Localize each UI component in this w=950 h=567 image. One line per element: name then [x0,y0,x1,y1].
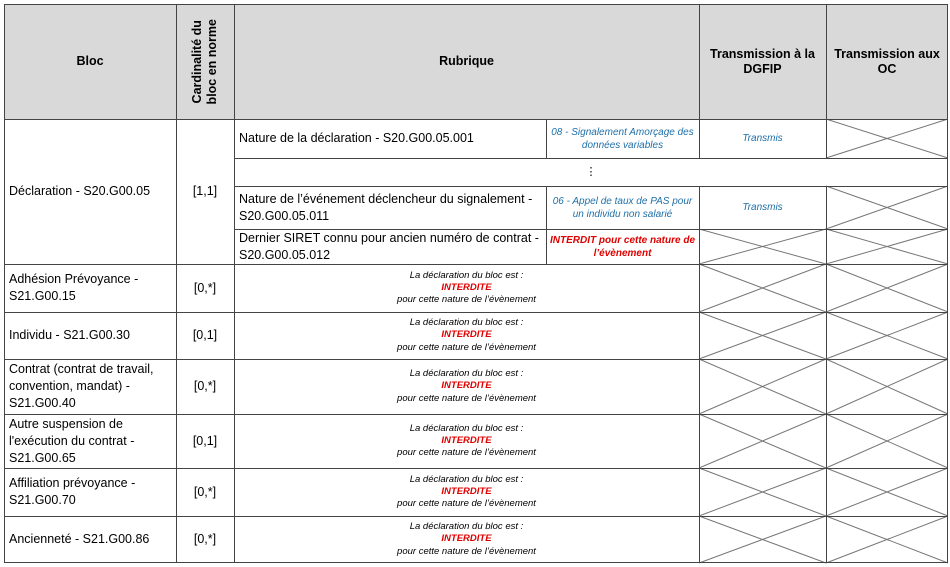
rubrique-nature-declaration [234,119,546,158]
dgfip-transmis [699,119,826,158]
bloc-affiliation-prevoyance [4,468,176,516]
cross-mark [699,312,948,359]
cross-mark [826,186,948,229]
interdit-contrat [234,359,699,414]
bloc-contrat [4,359,176,414]
note-appel-taux-pas [546,186,699,229]
cardinalite-individu [176,312,234,359]
interdit-line3: pour cette nature de l’évènement [397,341,536,353]
cross-mark [699,264,948,312]
bloc-declaration [4,119,176,264]
interdit-line3: pour cette nature de l’évènement [397,447,536,459]
interdit-individu [234,312,699,359]
header-transmission-dgfip-label: Transmission à la DGFIP [710,46,815,76]
header-cardinalite-line1: Cardinalité du [190,19,204,104]
note-label: INTERDIT pour cette nature de l’évènement [550,234,696,259]
rubrique-dernier-siret [234,229,546,264]
cross-mark [826,119,948,158]
interdit-line2: INTERDITE [441,485,492,497]
interdit-adhesion-prevoyance [234,264,699,312]
header-rubrique-label: Rubrique [439,54,494,68]
note-signalement-amorcage [546,119,699,158]
cross-mark [826,229,948,264]
cross-mark [699,359,948,414]
cross-mark [699,414,948,468]
cardinalite-value: [0,*] [193,379,217,393]
cardinalite-autre-suspension [176,414,234,468]
interdit-affiliation-prevoyance [234,468,699,516]
interdit-line1: La déclaration du bloc est : [409,473,524,485]
interdit-line1: La déclaration du bloc est : [409,269,524,281]
header-transmission-oc [826,4,948,119]
bloc-individu [4,312,176,359]
bloc-label: Adhésion Prévoyance - S21.G00.15 [9,272,139,303]
ellipsis-row [234,158,948,186]
header-cardinalite-label [190,19,220,104]
cardinalite-declaration-value: [1,1] [192,184,218,198]
cardinalite-value: [0,*] [193,280,217,295]
header-rubrique [234,4,699,119]
interdit-line2: INTERDITE [441,434,492,446]
header-transmission-oc-label: Transmission aux OC [834,46,940,76]
interdit-line3: pour cette nature de l’évènement [397,498,536,510]
cardinalite-affiliation-prevoyance [176,468,234,516]
cardinalite-adhesion-prevoyance [176,264,234,312]
bloc-label: Affiliation prévoyance - S21.G00.70 [9,476,136,507]
dgfip-transmis [699,186,826,229]
ellipsis: ⋮ [585,165,597,178]
cardinalite-anciennete [176,516,234,563]
interdit-line1: La déclaration du bloc est : [409,368,524,380]
header-cardinalite [176,4,234,119]
cardinalite-value: [0,*] [193,484,217,499]
interdit-line2: INTERDITE [441,533,492,545]
interdit-line3: pour cette nature de l’évènement [397,294,536,306]
bloc-adhesion-prevoyance [4,264,176,312]
interdit-line1: La déclaration du bloc est : [409,521,524,533]
interdit-line1: La déclaration du bloc est : [409,317,524,329]
header-bloc [4,4,176,119]
interdit-line2: INTERDITE [441,380,492,392]
interdit-anciennete [234,516,699,563]
cross-mark [699,516,948,563]
interdit-line3: pour cette nature de l’évènement [397,392,536,404]
note-label: 06 - Appel de taux de PAS pour un individu non salarié [552,195,693,220]
cardinalite-value: [0,1] [192,433,218,448]
bloc-label: Contrat (contrat de travail, convention, mandat) - S21.G00.40 [9,362,154,410]
header-cardinalite-line2: bloc en norme [205,18,219,105]
cross-mark [699,468,948,516]
cardinalite-contrat [176,359,234,414]
bloc-anciennete [4,516,176,563]
dgfip-status: Transmis [742,133,783,144]
note-interdit [546,229,699,264]
rubrique-nature-evenement [234,186,546,229]
interdit-line3: pour cette nature de l’évènement [397,545,536,557]
interdit-autre-suspension [234,414,699,468]
cross-mark [699,229,826,264]
interdit-line1: La déclaration du bloc est : [409,422,524,434]
note-label: 08 - Signalement Amorçage des données variables [551,126,694,151]
bloc-label: Autre suspension de l'exécution du contrat - S21.G00.65 [9,416,135,465]
header-transmission-dgfip [699,4,826,119]
header-bloc-label: Bloc [76,54,104,68]
interdit-line2: INTERDITE [441,329,492,341]
interdit-line2: INTERDITE [441,281,492,293]
bloc-autre-suspension [4,414,176,468]
bloc-label: Individu - S21.G00.30 [9,328,130,342]
dgfip-status: Transmis [742,202,783,213]
cardinalite-value: [0,*] [193,532,217,546]
rubrique-label: Nature de la déclaration - S20.G00.05.001 [239,131,474,145]
rubrique-label: Dernier SIRET connu pour ancien numéro de contrat - S20.G00.05.012 [239,230,539,262]
bloc-declaration-label: Déclaration - S20.G00.05 [9,184,151,198]
cardinalite-value: [0,1] [192,328,218,342]
cardinalite-declaration [176,119,234,264]
rubrique-label: Nature de l’événement déclencheur du signalement - S20.G00.05.011 [239,191,533,223]
bloc-label: Ancienneté - S21.G00.86 [9,532,150,546]
